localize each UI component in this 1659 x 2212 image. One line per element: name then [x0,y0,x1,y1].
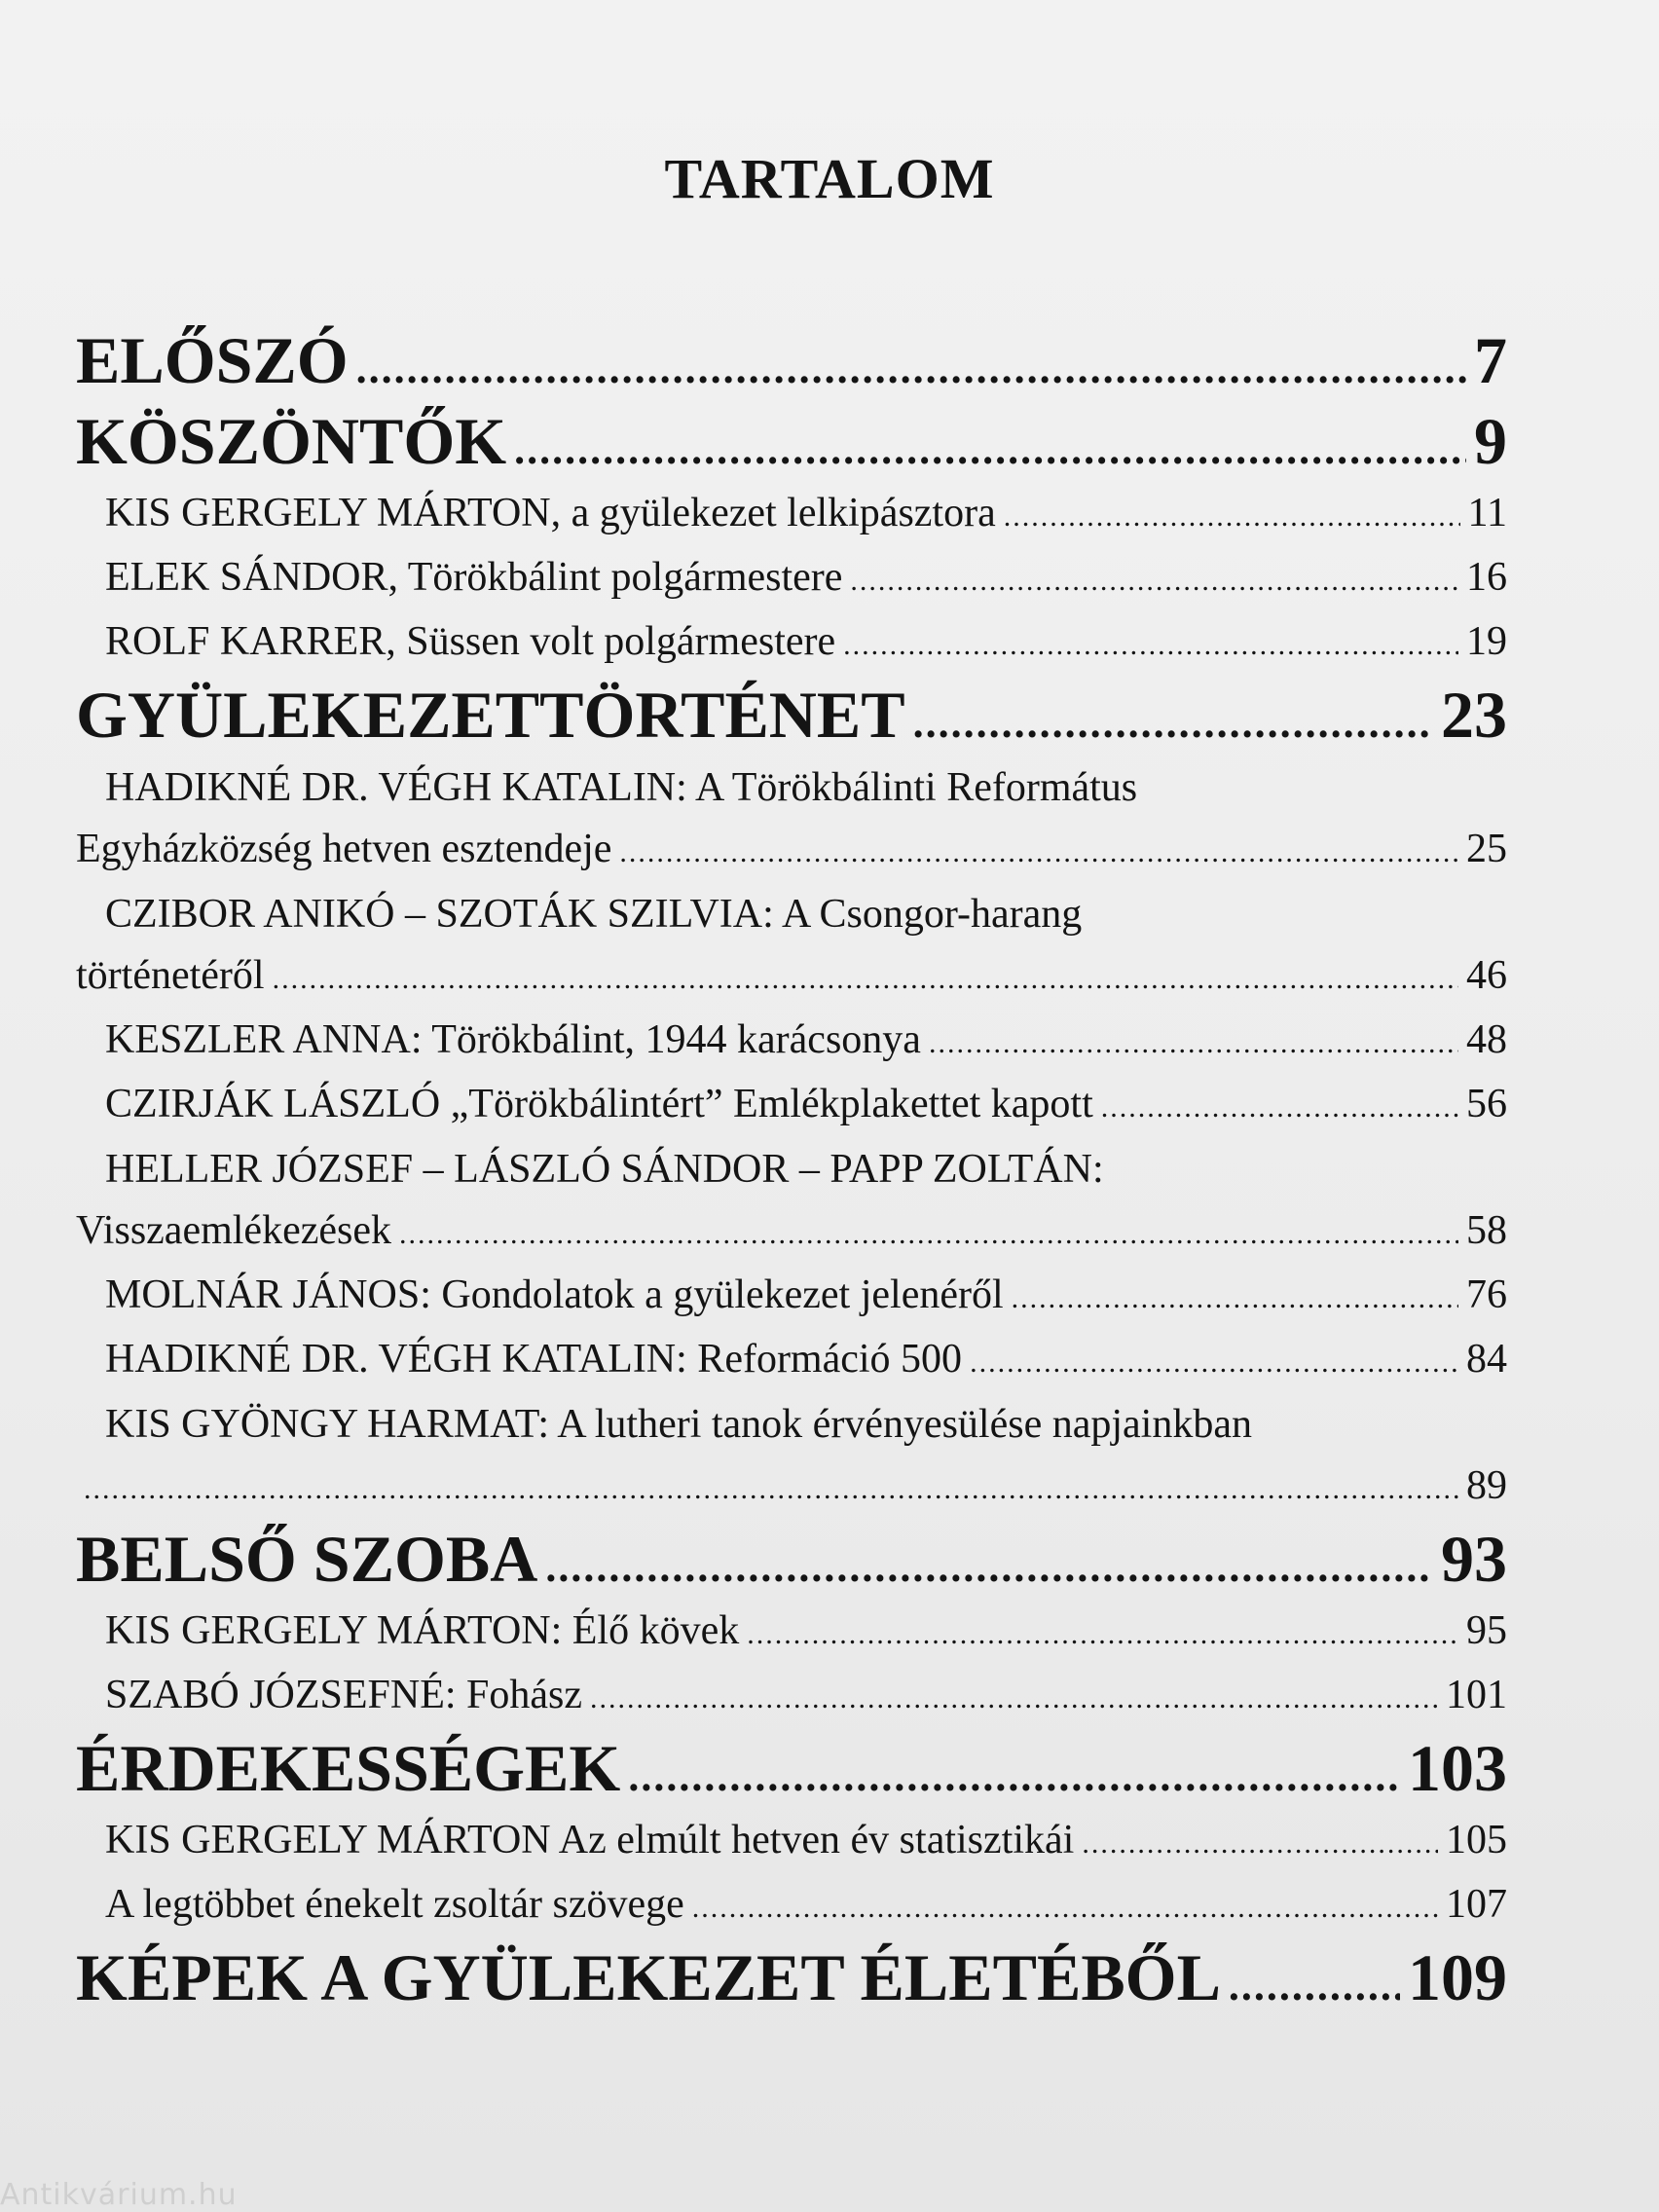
toc-page-number: 105 [1446,1818,1507,1862]
dot-leader [970,1333,1458,1393]
dot-leader [850,551,1458,611]
toc-entry-label: KIS GERGELY MÁRTON Az elmúlt hetven év statisztikái [105,1818,1075,1862]
dot-leader [1082,1814,1438,1874]
toc-section [76,1522,1507,1601]
toc-section-title: BELSŐ SZOBA [76,1522,538,1596]
dot-leader [590,1669,1438,1729]
toc-page-number: 7 [1474,323,1507,397]
toc-page-number: 16 [1466,555,1507,600]
toc-entry-label: ELEK SÁNDOR, Törökbálint polgármestere [105,555,843,600]
toc-section [76,404,1507,483]
dot-leader [619,823,1458,883]
toc-entry [76,1874,1507,1938]
toc-entry-label: KIS GERGELY MÁRTON, a gyülekezet lelkipásztora [105,491,996,535]
dot-leader [843,615,1458,676]
dot-leader [84,1459,1458,1520]
toc-page-number: 76 [1466,1272,1507,1317]
toc-entry [76,1010,1507,1074]
toc-entry-label: KIS GERGELY MÁRTON: Élő kövek [105,1608,740,1653]
dot-leader [545,1534,1433,1601]
toc-entry [76,547,1507,611]
toc-section-title: ELŐSZÓ [76,323,349,397]
toc-entry [76,1074,1507,1138]
toc-page-number: 95 [1466,1608,1507,1653]
table-of-contents [76,321,1507,2019]
toc-section [76,1940,1507,2019]
watermark: Antikvárium.hu [0,2178,238,2212]
toc-section-title: ÉRDEKESSÉGEK [76,1731,621,1805]
toc-page-number: 11 [1467,491,1507,535]
toc-entry [76,1200,1507,1265]
dot-leader [747,1604,1458,1665]
toc-entry-label: MOLNÁR JÁNOS: Gondolatok a gyülekezet jelenéről [105,1272,1004,1317]
toc-entry-label: történetéről [76,953,265,998]
toc-page-number: 89 [1466,1463,1507,1508]
toc-section [76,1731,1507,1810]
toc-page-number: 109 [1408,1940,1507,2014]
toc-page-number: 56 [1466,1082,1507,1126]
toc-entry [76,819,1507,883]
dot-leader [1012,1269,1458,1329]
dot-leader [913,690,1433,756]
toc-entry [76,1456,1507,1520]
toc-page-number: 93 [1441,1522,1507,1596]
toc-section [76,678,1507,756]
toc-section-title: GYÜLEKEZETTÖRTÉNET [76,678,905,752]
toc-entry [76,1601,1507,1665]
dot-leader [399,1204,1458,1265]
toc-page-number: 103 [1408,1731,1507,1805]
toc-entry [76,1329,1507,1393]
toc-section [76,323,1507,402]
toc-page-number: 101 [1446,1673,1507,1717]
dot-leader [273,949,1458,1010]
toc-page-number: 19 [1466,619,1507,664]
toc-section-title: KÉPEK A GYÜLEKEZET ÉLETÉBŐL [76,1940,1221,2014]
page-title: TARTALOM [664,147,995,210]
dot-leader [514,417,1466,483]
dot-leader [692,1878,1438,1938]
toc-entry-first-line: CZIBOR ANIKÓ – SZOTÁK SZILVIA: A Csongor-harang [105,892,1083,937]
toc-entry [76,1265,1507,1329]
toc-page-number: 107 [1446,1882,1507,1927]
toc-entry-first-line: HELLER JÓZSEF – LÁSZLÓ SÁNDOR – PAPP ZOLTÁN: [105,1147,1104,1192]
toc-entry-first-line: HADIKNÉ DR. VÉGH KATALIN: A Törökbálinti Református [105,765,1138,810]
toc-entry-label: HADIKNÉ DR. VÉGH KATALIN: Reformáció 500 [105,1337,963,1382]
dot-leader [1101,1078,1458,1138]
toc-entry-label: KESZLER ANNA: Törökbálint, 1944 karácsonya [105,1017,921,1062]
dot-leader [929,1014,1458,1074]
toc-page-number: 25 [1466,827,1507,871]
dot-leader [356,336,1466,402]
toc-entry [76,483,1507,547]
toc-page-number: 48 [1466,1017,1507,1062]
toc-page-number: 84 [1466,1337,1507,1382]
toc-page-number: 9 [1474,404,1507,478]
toc-entry [76,611,1507,676]
toc-entry-label: SZABÓ JÓZSEFNÉ: Fohász [105,1673,583,1717]
toc-entry-label: A legtöbbet énekelt zsoltár szövege [105,1882,684,1927]
dot-leader [1004,487,1460,547]
toc-entry [76,1665,1507,1729]
toc-entry-label: CZIRJÁK LÁSZLÓ „Törökbálintért” Emlékplakettet kapott [105,1082,1093,1126]
toc-entry [76,1810,1507,1874]
toc-section-title: KÖSZÖNTŐK [76,404,507,478]
toc-page-number: 58 [1466,1208,1507,1253]
toc-page-number: 46 [1466,953,1507,998]
toc-entry-label: Egyházközség hetven esztendeje [76,827,612,871]
dot-leader [1229,1953,1400,2019]
toc-entry [76,945,1507,1010]
toc-entry-label: ROLF KARRER, Süssen volt polgármestere [105,619,836,664]
dot-leader [628,1744,1400,1810]
toc-page-number: 23 [1441,678,1507,752]
toc-entry-label: Visszaemlékezések [76,1208,391,1253]
toc-entry-first-line: KIS GYÖNGY HARMAT: A lutheri tanok érvényesülése napjainkban [105,1402,1252,1447]
